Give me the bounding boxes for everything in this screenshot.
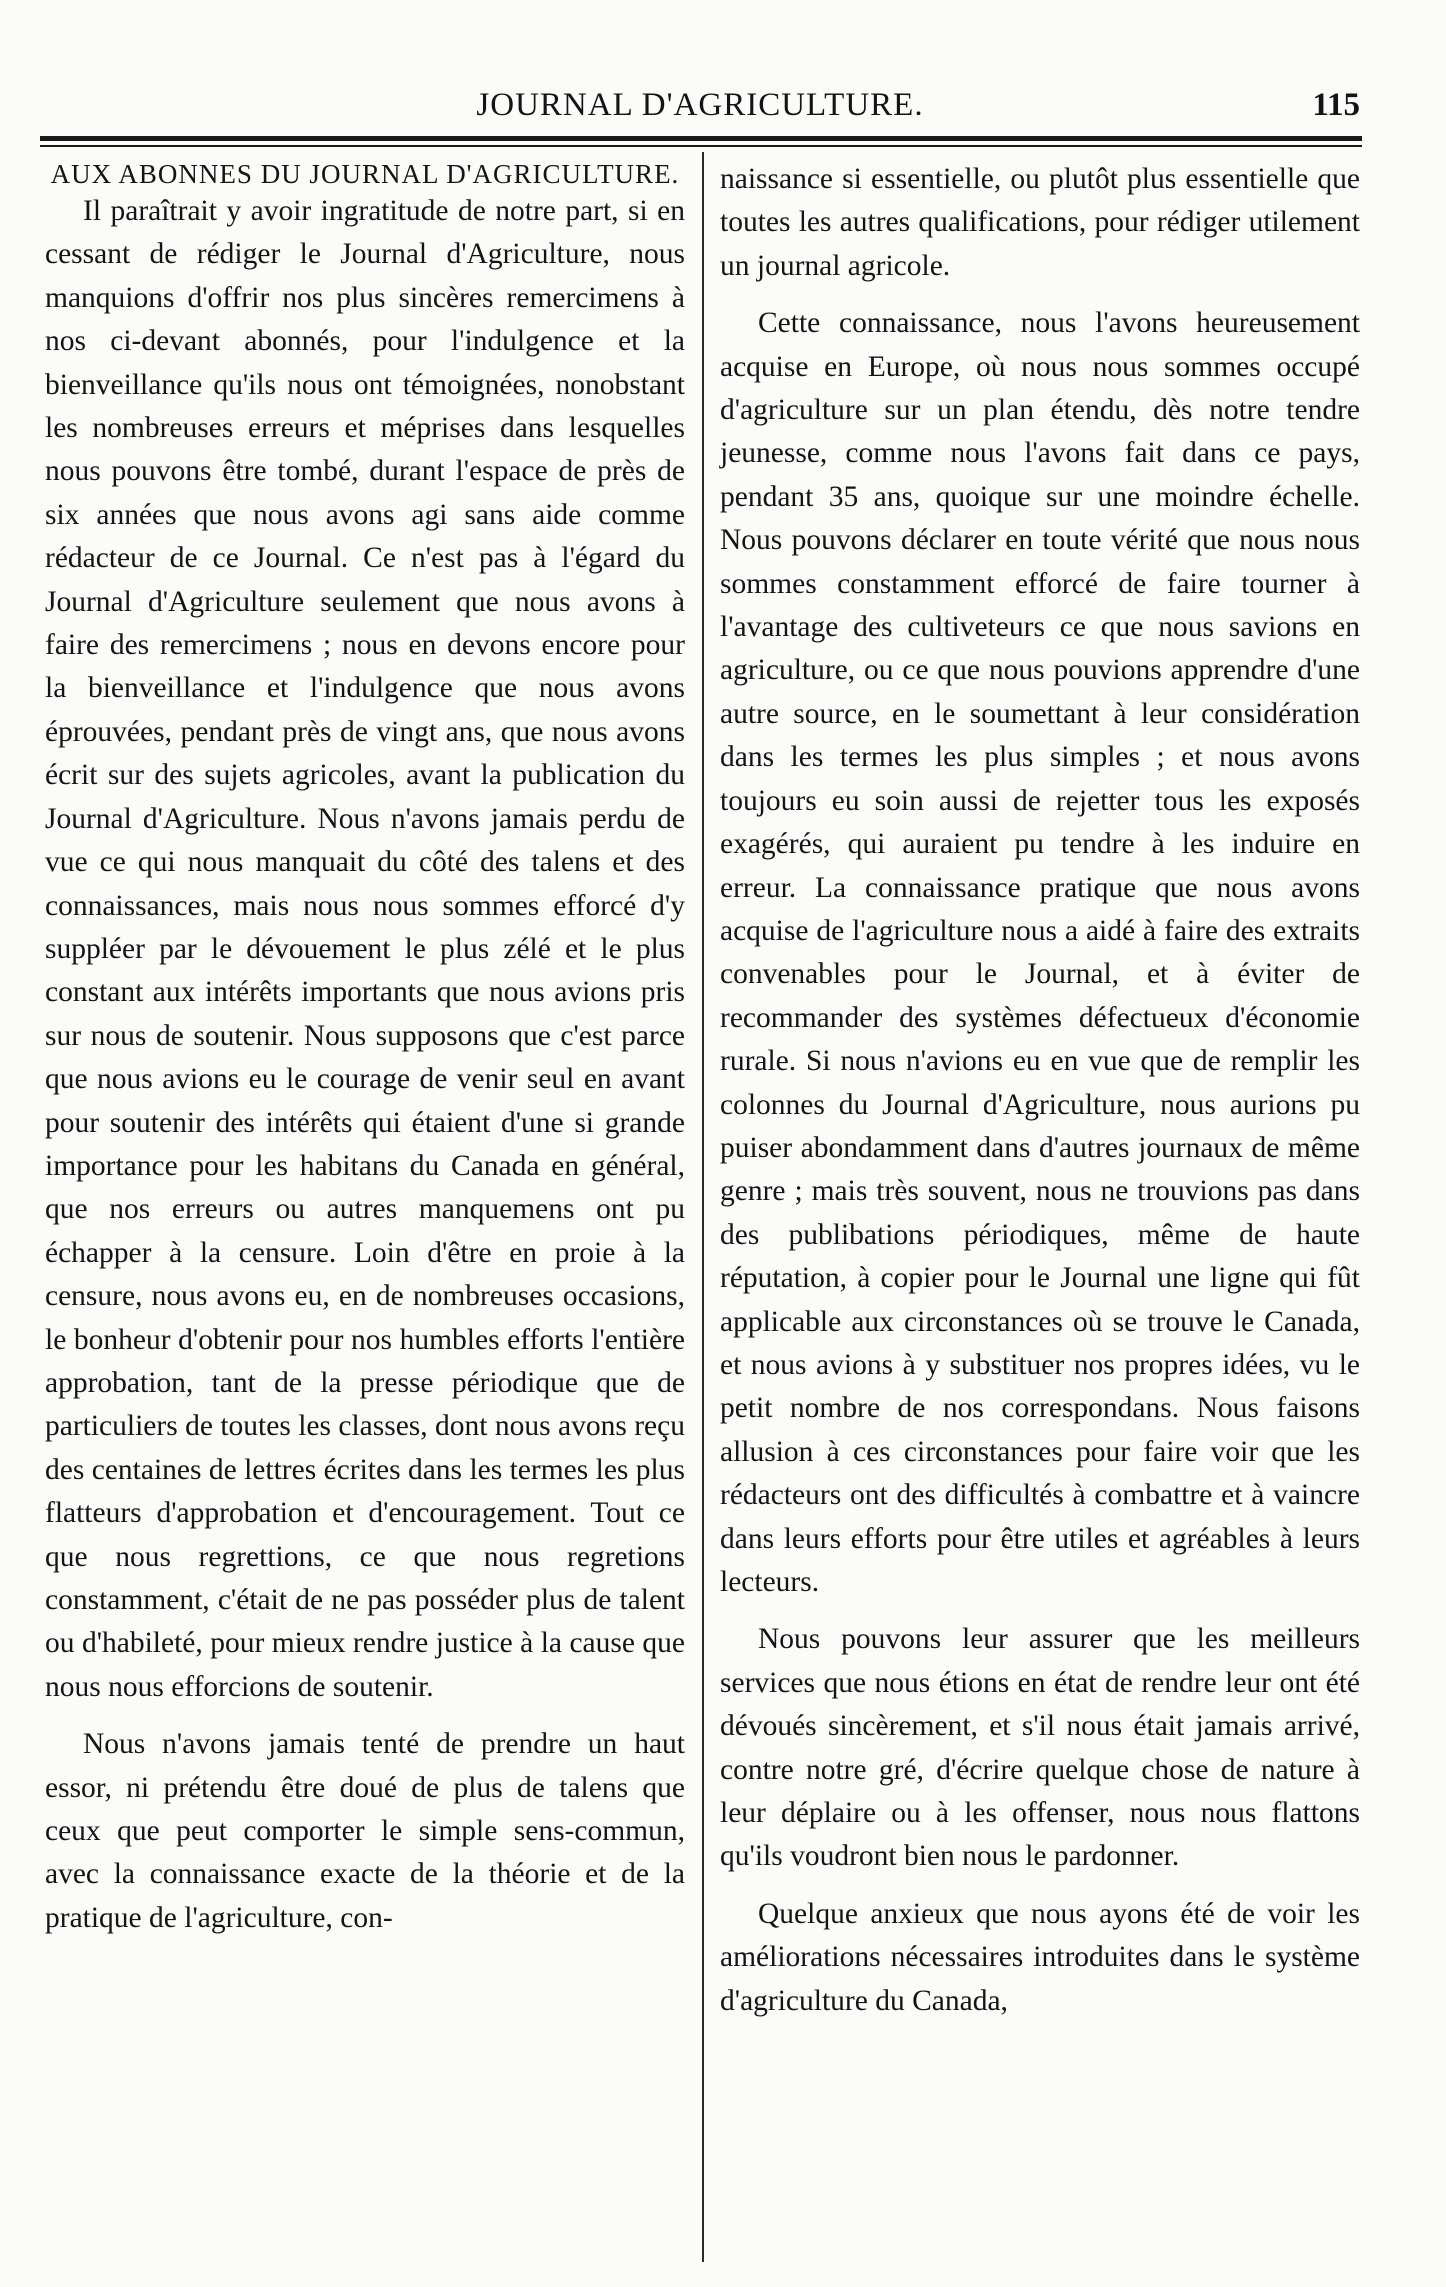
header-rule-thick [40, 136, 1362, 141]
header-rule-thin [40, 145, 1362, 147]
paragraph: Nous n'avons jamais tenté de prendre un haut essor, ni prétendu être doué de plus de talens que ceux que peut comporter le simple sens-commun, avec la connaissance exacte de la théorie et de la pratique de l'agriculture, con- [45, 1728, 685, 1934]
running-title: JOURNAL D'AGRICULTURE. [476, 87, 924, 123]
paragraph: Cette connaissance, nous l'avons heureusement acquise en Europe, où nous nous sommes occupé d'agriculture sur un plan étendu, dès notre tendre jeunesse, comme nous l'avons fait dans ce pays, pendant 35 ans, quoique sur une moindre échelle. Nous pouvons déclarer en toute vérité que nous nous sommes constamment efforcé de faire tourner à l'avantage des cultiveteurs ce que nous savions en agriculture, ou ce que nous pouvions apprendre d'une autre source, en le soumettant à leur considération dans les termes les plus simples ; et nous avons toujours eu soin aussi de rejetter tous les exposés exagérés, qui auraient pu tendre à les induire en erreur. La connaissance pratique que nous avons acquise de l'agriculture nous a aidé à faire des extraits convenables pour le Journal, et à éviter de recommander des systèmes défectueux d'économie rurale. Si nous n'avions eu en vue que de remplir les colonnes du Journal d'Agriculture, nous aurions pu puiser abondamment dans d'autres journaux de même genre ; mais très souvent, nous ne trouvions pas dans des publibations périodiques, même de haute réputation, à copier pour le Journal une ligne qui fût applicable aux circonstances où se trouve le Canada, et nous avions à y substituer nos propres idées, vu le petit nombre de nos correspondans. Nous faisons allusion à ces circonstances pour faire voir que les rédacteurs ont des difficultés à combattre et à vaincre dans leurs efforts pour être utiles et agréables à leurs lecteurs. [720, 307, 1360, 1598]
article-heading: AUX ABONNES DU JOURNAL D'AGRICULTURE. [50, 159, 680, 189]
paragraph: naissance si essentielle, ou plutôt plus essentielle que toutes les autres qualifications, pour rédiger utilement un journal agricole. [720, 163, 1360, 282]
paragraph: Quelque anxieux que nous ayons été de voir les améliorations nécessaires introduites dans le système d'agriculture du Canada, [720, 1897, 1360, 2017]
right-column [720, 158, 1360, 2023]
paragraph: Il paraîtrait y avoir ingratitude de notre part, si en cessant de rédiger le Journal d'Agriculture, nous manquions d'offrir nos plus sincères remercimens à nos ci-devant abonnés, pour l'indulgence et la bienveillance qu'ils nous ont témoignées, nonobstant les nombreuses erreurs et méprises dans lesquelles nous pouvons être tombé, durant l'espace de près de six années que nous avons agi sans aide comme rédacteur de ce Journal. Ce n'est pas à l'égard du Journal d'Agriculture seulement que nous avons à faire des remercimens ; nous en devons encore pour la bienveillance et l'indulgence que nous avons éprouvées, pendant près de vingt ans, que nous avons écrit sur des sujets agricoles, avant la publication du Journal d'Agriculture. Nous n'avons jamais perdu de vue ce qui nous manquait du côté des talens et des connaissances, mais nous nous sommes efforcé d'y suppléer par le dévouement le plus zélé et le plus constant aux intérêts importants que nous avions pris sur nous de soutenir. Nous supposons que c'est parce que nous avions eu le courage de venir seul en avant pour soutenir des intérêts qui étaient d'une si grande importance pour les habitans du Canada en général, que nos erreurs ou autres manquemens ont pu échapper à la censure. Loin d'être en proie à la censure, nous avons eu, en de nombreuses occasions, le bonheur d'obtenir pour nos humbles efforts l'entière approbation, tant de la presse périodique que de particuliers de toutes les classes, dont nous avons reçu des centaines de lettres écrites dans les termes les plus flatteurs d'approbation et d'encouragement. Tout ce que nous regrettions, ce que nous regretions constamment, c'était de ne pas posséder plus de talent ou d'habileté, pour mieux rendre justice à la cause que nous nous efforcions de soutenir. [45, 195, 685, 1703]
page-number: 115 [1312, 87, 1360, 123]
paragraph: Nous pouvons leur assurer que les meilleurs services que nous étions en état de rendre leur ont été dévoués sincèrement, et s'il nous était jamais arrivé, contre notre gré, d'écrire quelque chose de nature à leur déplaire ou à les offenser, nous nous flattons qu'ils voudront bien nous le pardonner. [720, 1623, 1360, 1873]
page-header [40, 80, 1360, 130]
left-column [45, 158, 685, 1940]
column-divider [702, 152, 704, 2262]
